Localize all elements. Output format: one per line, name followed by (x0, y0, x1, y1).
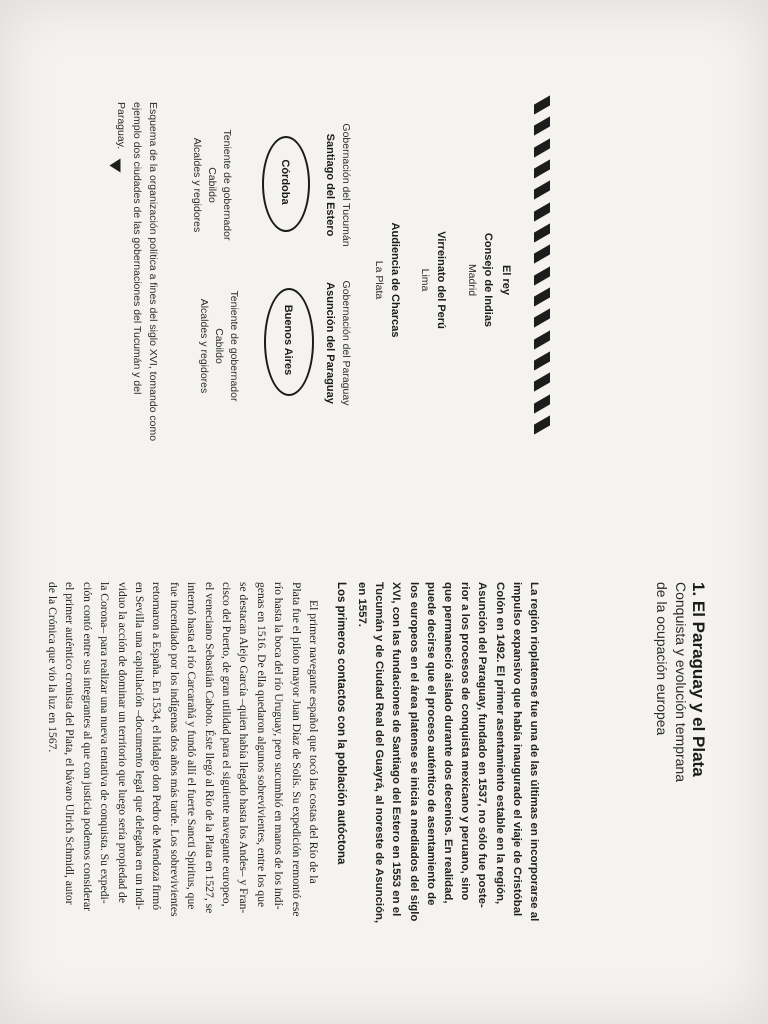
dash-mark (534, 117, 550, 136)
intro-line: Tucumán y de Ciudad Real del Guayrá, al noreste de Asunción, (373, 582, 386, 924)
body-line: se destacan Alejo García –quien había llegado hasta los Andes– y Fran- (237, 582, 251, 914)
body-line: cisco del Puerto, de gran utilidad para el siguiente navegante europeo, (220, 582, 233, 907)
org-left-gov-city: Santiago del Estero (324, 133, 336, 237)
org-left-role-1-wrap (221, 120, 233, 250)
org-right-role-1-wrap (228, 276, 240, 416)
intro-line: puede decirse que el proceso auténtico de asentamiento de (424, 582, 437, 906)
org-left-role-3-wrap (191, 120, 203, 250)
org-viceroyalty-label: Virreinato del Perú (435, 231, 447, 329)
dash-mark (534, 373, 550, 392)
intro-line: impulso expansivo que había inaugurado el viaje de Cristóbal (510, 582, 523, 917)
body-line: internó hasta el río Carcarañá y fundó allí el fuerte Sancti Spiritus, que (185, 582, 199, 910)
dash-mark (534, 223, 550, 242)
dash-mark (534, 266, 550, 285)
body-line: la Corona– para realizar una nueva tentativa de conquista. Su expedi- (98, 582, 112, 904)
org-king-label: El rey (500, 265, 512, 295)
dash-mark (534, 202, 550, 221)
body-line: viduo la acción de dominar un territorio que luego sería propiedad de (115, 582, 129, 903)
org-right-role-2: Cabildo (213, 328, 225, 364)
body-line: genas en 1516. De ella quedaron algunos sobrevivientes, entre los que (254, 582, 268, 908)
org-right-city: Buenos Aires (282, 304, 294, 376)
org-left-role-2: Cabildo (206, 167, 218, 203)
body-line: fue incendiado por los indígenas dos años más tarde. Los sobrevivientes (167, 582, 181, 917)
figure-caption-line2: ejemplo dos ciudades de las gobernaciones del Tucumán y del (131, 102, 143, 395)
org-node-viceroyalty-city (419, 205, 431, 355)
decorative-dash-strip (534, 100, 556, 430)
intro-line: XVI, con las fundaciones de Santiago del Estero en 1553 en el (390, 582, 403, 917)
intro-line: Asunción del Paraguay, fundado en 1537, no sólo fue poste- (476, 582, 489, 908)
figure-caption-line1: Esquema de la organización política a fines del siglo XVI, tomando como (147, 102, 159, 442)
org-left-gov-city-wrap (324, 110, 336, 260)
org-right-gov (340, 268, 352, 418)
org-right-gov-city: Asunción del Paraguay (324, 282, 336, 404)
chapter-subtitle-line1: Conquista y evolución temprana (673, 582, 689, 783)
org-node-viceroyalty (435, 205, 447, 355)
org-left-city-wrap (279, 140, 291, 224)
org-right-gov-city-wrap (324, 268, 336, 418)
org-right-role-2-wrap (213, 276, 225, 416)
org-right-gov-label: Gobernación del Paraguay (340, 280, 352, 406)
org-audiencia-label: Audiencia de Charcas (389, 222, 401, 338)
dash-mark (534, 351, 550, 370)
section-heading: Los primeros contactos con la población autóctona (335, 582, 347, 865)
body-line: Plata fue el piloto mayor Juan Díaz de Solís. Su expedición remontó ese (289, 582, 303, 917)
intro-line: en 1557. (356, 582, 368, 627)
org-left-role-3: Alcaldes y regidores (191, 137, 203, 233)
chapter-subtitle-line2: de la ocupación europea (654, 582, 670, 736)
org-right-role-1: Teniente de gobernador (228, 290, 240, 402)
chapter-title: 1. El Paraguay y el Plata (689, 582, 708, 777)
body-line: El primer navegante español que tocó las costas del Río de la (307, 600, 320, 884)
org-node-audiencia-city (373, 180, 385, 380)
dash-mark (534, 159, 550, 178)
intro-line: rior a los procesos de conquista mexicano y peruano, sino (459, 582, 472, 901)
body-line: de la Crónica que vio la luz en 1567. (46, 582, 59, 753)
dash-mark (534, 138, 550, 157)
dash-mark (534, 181, 550, 200)
org-node-king (498, 240, 516, 320)
figure-caption-line3: Paraguay. (115, 102, 127, 150)
org-right-role-3-wrap (198, 276, 210, 416)
org-council-label: Consejo de Indias (482, 232, 494, 328)
intro-line: Colón en 1492. El primer asentamiento estable en la región, (493, 582, 506, 905)
dash-mark (534, 394, 550, 413)
body-line: el veneciano Sebastián Caboto. Éste llegó al Río de la Plata en 1527, se (202, 582, 216, 914)
org-left-role-2-wrap (206, 120, 218, 250)
org-node-council-city (466, 205, 478, 355)
body-line: río hasta la boca del río Uruguay, pero sucumbió en manos de los indí- (272, 582, 286, 910)
org-viceroyalty-city: Lima (419, 268, 431, 292)
dash-mark (534, 330, 550, 349)
org-left-gov-label: Gobernación del Tucumán (340, 123, 352, 247)
intro-line: La región rioplatense fue una de las últimas en incorporarse al (528, 582, 540, 922)
org-right-role-3: Alcaldes y regidores (198, 298, 210, 394)
dash-mark (534, 415, 550, 434)
dash-mark (534, 245, 550, 264)
org-node-council (482, 205, 494, 355)
org-council-city: Madrid (466, 263, 478, 297)
org-left-city: Córdoba (279, 159, 291, 205)
body-line: retornaron a España. En 1534, el hidalgo don Pedro de Mendoza firmó (150, 582, 164, 911)
org-right-city-wrap (282, 296, 294, 384)
dash-mark (534, 287, 550, 306)
org-left-role-1: Teniente de gobernador (221, 129, 233, 241)
body-line: ción contó entre sus integrantes al que con justicia podemos considerar (80, 582, 94, 912)
body-line: en Sevilla una capitulación –documento legal que delegaba en un indi- (133, 582, 146, 910)
intro-line: los europeos en el área platense se inicia a mediados del siglo (407, 582, 420, 922)
org-left-gov (340, 110, 352, 260)
dash-mark (534, 95, 550, 114)
org-audiencia-city: La Plata (373, 260, 385, 300)
intro-line: que permaneció aislado durante dos decenios. En realidad, (442, 582, 454, 904)
dash-mark (534, 309, 550, 328)
caption-marker-icon (110, 159, 121, 173)
body-line: el primer auténtico cronista del Plata, el bávaro Ulrich Schmidl, autor (63, 582, 77, 905)
org-node-audiencia (389, 180, 401, 380)
